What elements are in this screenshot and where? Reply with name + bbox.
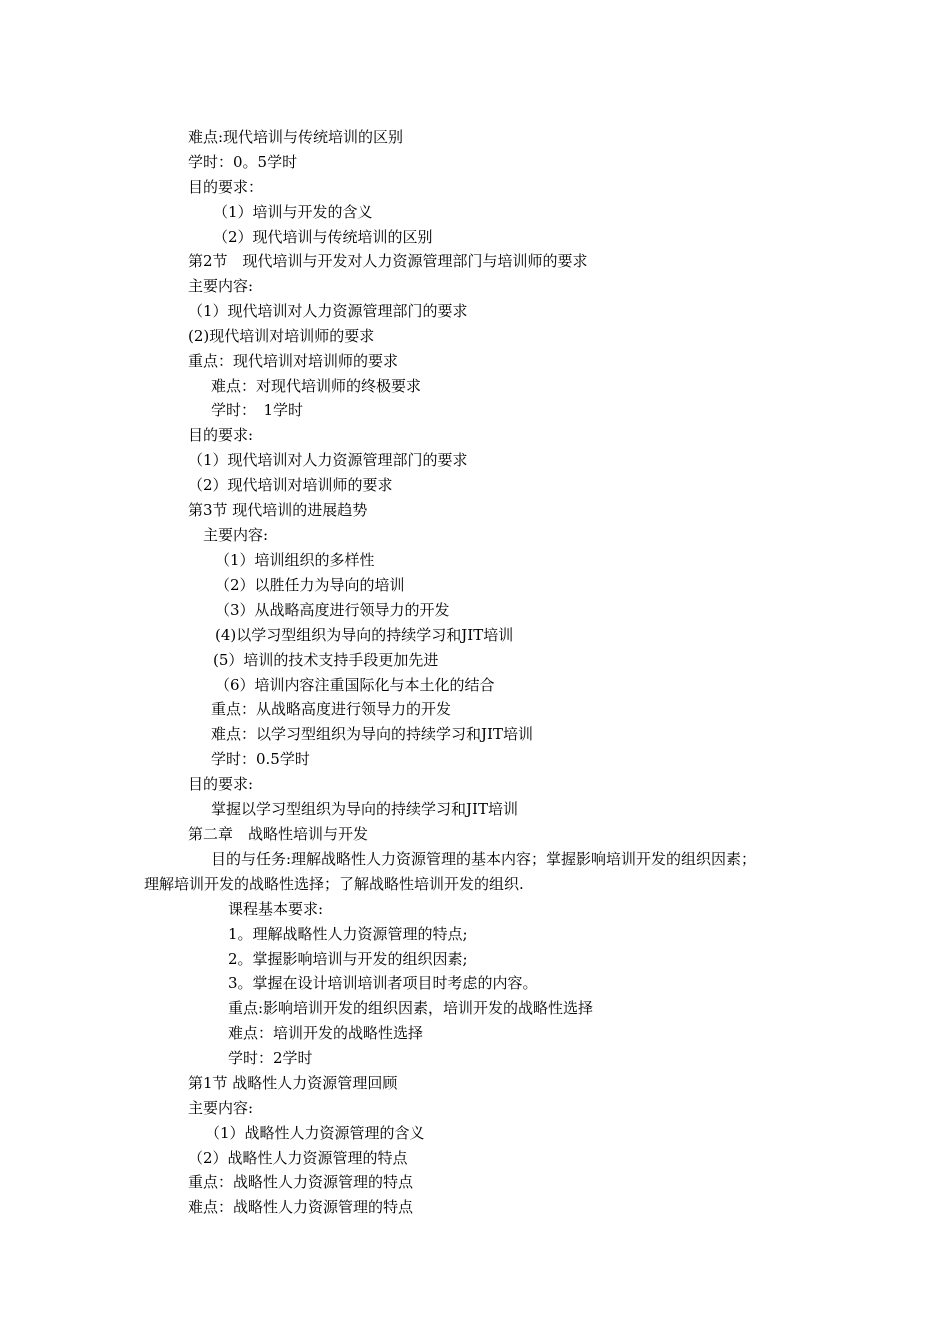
text-line: （2）现代培训对培训师的要求 — [188, 476, 393, 494]
text-line: 学时：0.5学时 — [211, 750, 310, 768]
text-line: （1）现代培训对人力资源管理部门的要求 — [188, 302, 468, 320]
text-line: 1。理解战略性人力资源管理的特点; — [228, 925, 468, 943]
text-line: 学时：0。5学时 — [188, 153, 298, 171]
text-line: 难点：以学习型组织为导向的持续学习和JIT培训 — [211, 725, 533, 743]
section-heading: 第2节 现代培训与开发对人力资源管理部门与培训师的要求 — [188, 252, 588, 270]
text-line: 难点:现代培训与传统培训的区别 — [188, 128, 404, 146]
text-line: 3。掌握在设计培训培训者项目时考虑的内容。 — [228, 974, 538, 992]
text-line: 掌握以学习型组织为导向的持续学习和JIT培训 — [211, 800, 518, 818]
text-line: (2)现代培训对培训师的要求 — [188, 327, 375, 345]
text-line: 目的要求: — [188, 426, 254, 444]
text-line: 目的要求： — [188, 178, 264, 196]
section-heading: 第3节 现代培训的进展趋势 — [188, 501, 368, 519]
text-line: 课程基本要求: — [228, 900, 324, 918]
text-line: 重点:影响培训开发的组织因素，培训开发的战略性选择 — [228, 999, 594, 1017]
text-line: 难点：战略性人力资源管理的特点 — [188, 1198, 414, 1216]
text-line: 理解培训开发的战略性选择；了解战略性培训开发的组织. — [144, 875, 524, 893]
text-line: （1）培训组织的多样性 — [215, 551, 375, 569]
text-line: （1）现代培训对人力资源管理部门的要求 — [188, 451, 468, 469]
text-line: （2）现代培训与传统培训的区别 — [213, 228, 433, 246]
text-line: 目的要求: — [188, 775, 254, 793]
text-line: 学时： 1学时 — [211, 401, 304, 419]
text-line: 学时：2学时 — [228, 1049, 313, 1067]
text-line: 2。掌握影响培训与开发的组织因素; — [228, 950, 468, 968]
text-line: 目的与任务:理解战略性人力资源管理的基本内容；掌握影响培训开发的组织因素； — [211, 850, 757, 868]
text-line: 重点：战略性人力资源管理的特点 — [188, 1173, 414, 1191]
section-heading: 第1节 战略性人力资源管理回顾 — [188, 1074, 398, 1092]
text-line: 主要内容: — [188, 277, 254, 295]
text-line: 重点：从战略高度进行领导力的开发 — [211, 700, 452, 718]
text-line: (4)以学习型组织为导向的持续学习和JIT培训 — [215, 626, 514, 644]
text-line: 难点：培训开发的战略性选择 — [228, 1024, 424, 1042]
text-line: （3）从战略高度进行领导力的开发 — [215, 601, 450, 619]
text-line: （2）以胜任力为导向的培训 — [215, 576, 405, 594]
chapter-heading: 第二章 战略性培训与开发 — [188, 825, 369, 843]
text-line: (5）培训的技术支持手段更加先进 — [213, 651, 439, 669]
text-line: 重点：现代培训对培训师的要求 — [188, 352, 399, 370]
text-line: （1）战略性人力资源管理的含义 — [205, 1124, 425, 1142]
text-line: （6）培训内容注重国际化与本土化的结合 — [215, 676, 495, 694]
text-line: （1）培训与开发的含义 — [213, 203, 373, 221]
text-line: （2）战略性人力资源管理的特点 — [188, 1149, 408, 1167]
text-line: 主要内容: — [203, 526, 269, 544]
text-line: 难点：对现代培训师的终极要求 — [211, 377, 422, 395]
text-line: 主要内容: — [188, 1099, 254, 1117]
